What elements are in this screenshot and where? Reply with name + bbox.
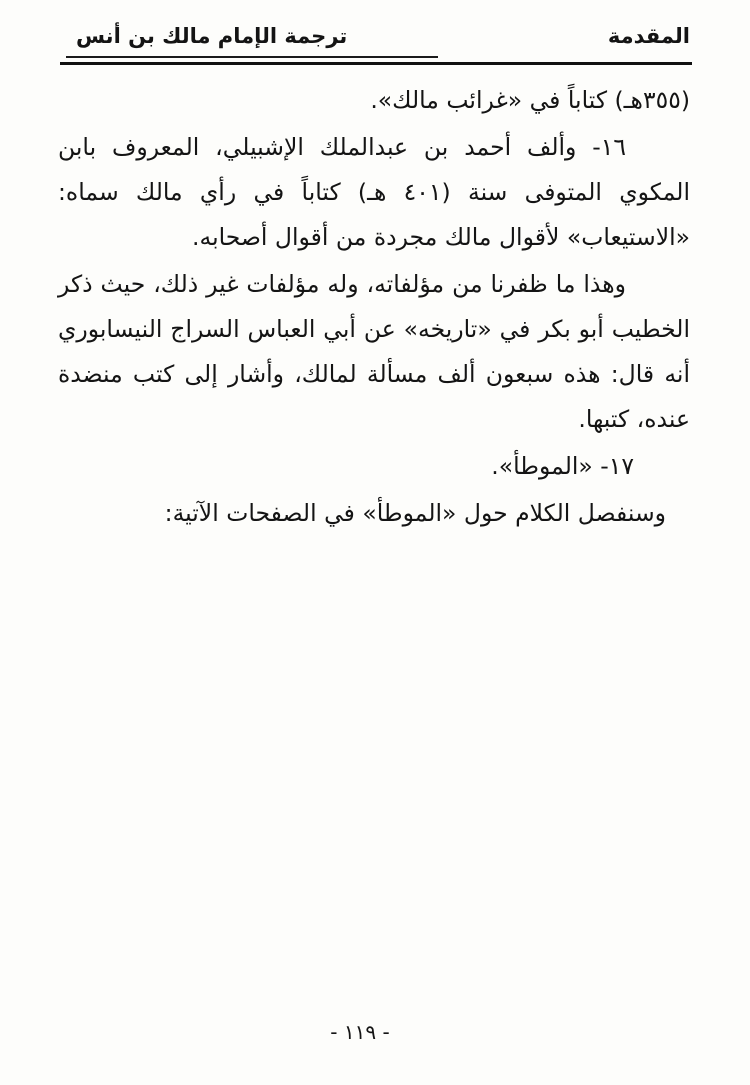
page-number: - ١١٩ -: [330, 1020, 390, 1044]
paragraph-continuation: (٣٥٥هـ) كتاباً في «غرائب مالك».: [370, 86, 690, 114]
paragraph-item-17: ١٧- «الموطأ».: [491, 452, 634, 480]
header-section-title: المقدمة: [607, 24, 690, 48]
paragraph-item-16: ١٦- وألف أحمد بن عبدالملك الإشبيلي، المعروف بابن المكوي المتوفى سنة (٤٠١ هـ) كتاباً في رأي مالك سماه: «الاستيعاب» لأقوال مالك مجردة من أقوال أصحابه.: [58, 133, 690, 251]
page-footer: [0, 1020, 720, 1044]
header-running-title: ترجمة الإمام مالك بن أنس: [76, 24, 348, 48]
page-header: [58, 24, 690, 48]
header-rule-lower: [60, 62, 692, 65]
header-rule-upper: [66, 56, 438, 58]
page-body: [58, 78, 690, 538]
paragraph-closing: وسنفصل الكلام حول «الموطأ» في الصفحات الآتية:: [164, 499, 666, 527]
paragraph-commentary: وهذا ما ظفرنا من مؤلفاته، وله مؤلفات غير ذلك، حيث ذكر الخطيب أبو بكر في «تاريخه» عن أبي العباس السراج النيسابوري أنه قال: هذه سبعون ألف مسألة لمالك، وأشار إلى كتب منضدة عنده، كتبها.: [58, 270, 690, 433]
